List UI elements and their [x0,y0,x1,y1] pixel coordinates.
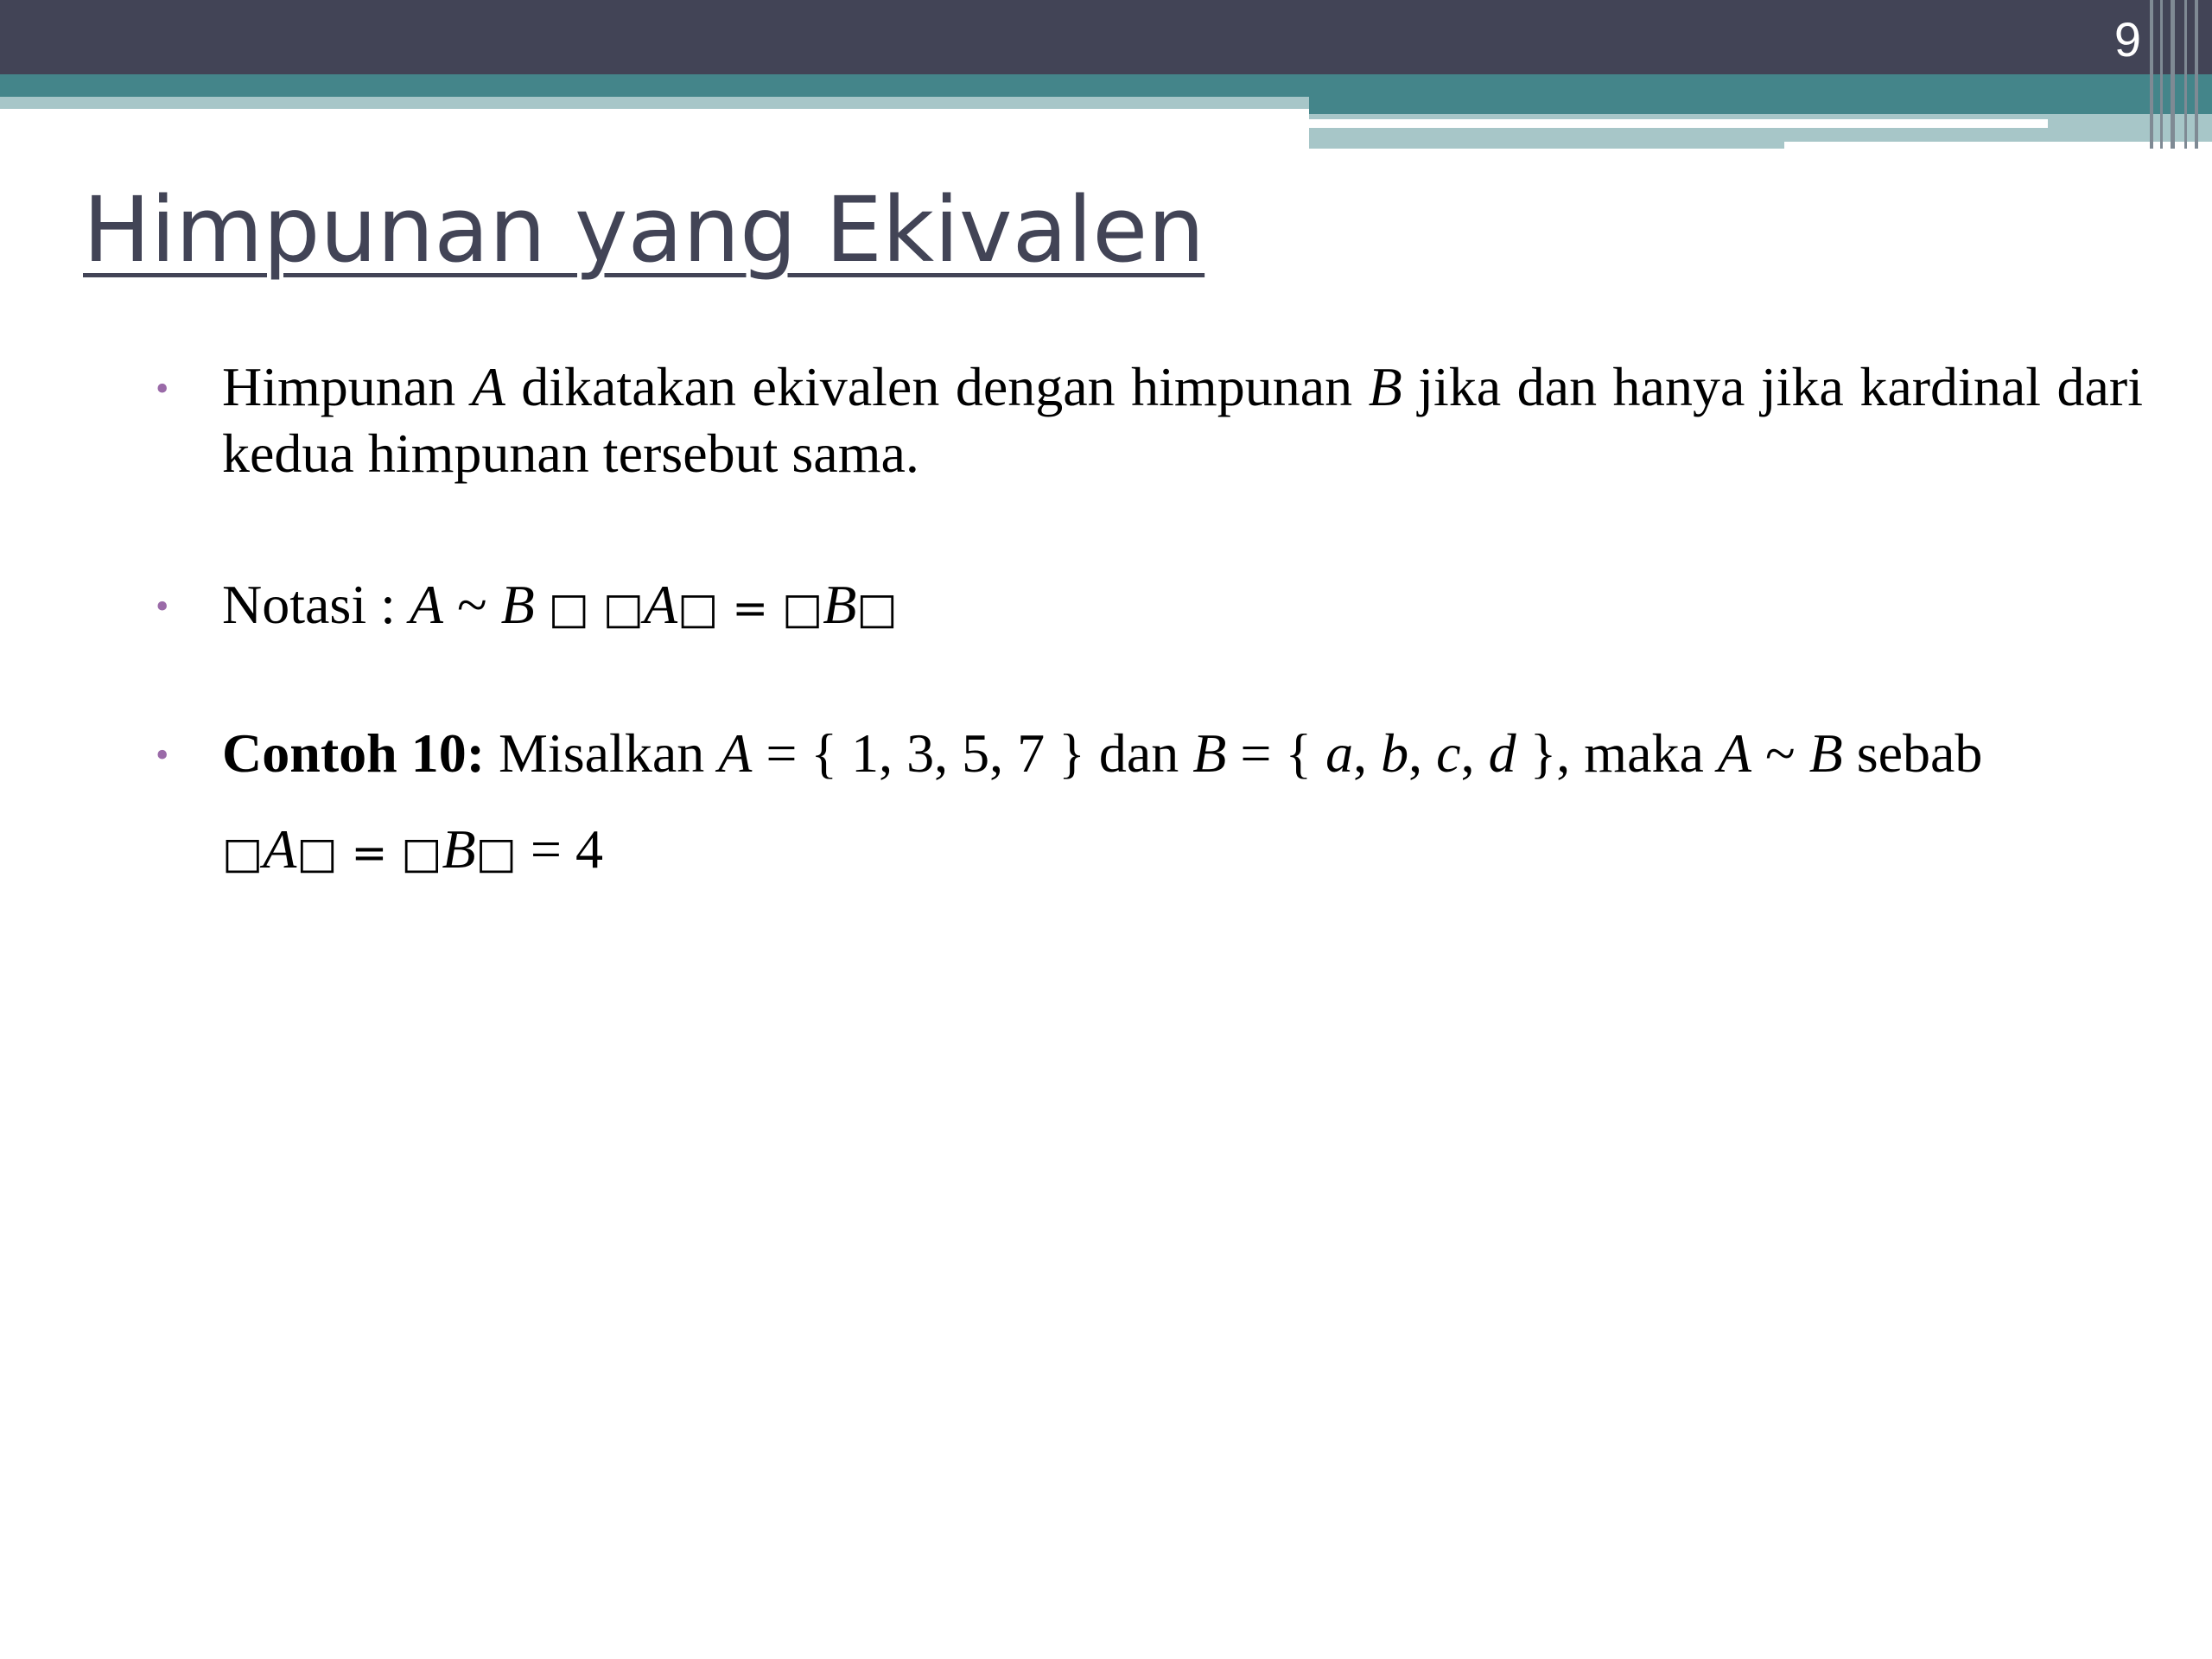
missing-glyph: □ [475,828,517,879]
math-variable: A [471,356,505,417]
set-element: a [1325,722,1354,785]
header-stripe [2195,0,2198,149]
slide-number: 9 [2113,12,2141,67]
header-stripe [2160,0,2163,149]
set-element: c [1436,722,1461,785]
missing-glyph: □ [856,582,898,633]
bullet-example [156,721,2143,883]
bullet-text: dikatakan ekivalen dengan himpunan [505,356,1369,417]
math-variable: B [1808,722,1843,785]
bullet-dot: • [156,734,169,777]
header-stripe [2184,0,2187,149]
example-label: Contoh 10: [222,722,486,785]
separator: , [1353,722,1382,785]
math-variable: B [823,573,857,635]
header-light-bar-left [0,97,1309,109]
math-variable: B [442,818,476,880]
bullet-notation [156,572,2143,639]
bullet-dot: • [156,584,169,627]
missing-glyph: □ [222,828,264,879]
header-bar [0,0,2212,74]
header-divider-line-2 [1784,142,2212,149]
cardinality-equation [222,817,2143,883]
bullet-text: sebab [1842,722,1983,785]
bullet-list [156,354,2143,883]
notation-label: Notasi : [222,573,410,635]
set-definition: = { 1, 3, 5, 7 } dan [752,722,1193,785]
header-stripe [2150,0,2153,149]
missing-glyph: □ = □ [677,582,823,633]
header-divider-line [1309,119,2048,128]
separator: , [1460,722,1489,785]
missing-glyph: □ □ [534,582,644,633]
bullet-text: Misalkan [485,722,719,785]
set-element: b [1381,722,1409,785]
math-variable: B [500,573,535,635]
set-definition: = { [1226,722,1326,785]
math-operator: ~ [1751,722,1809,785]
math-variable: B [1192,722,1227,785]
math-variable: A [409,573,443,635]
math-variable: A [1717,722,1751,785]
slide-title: Himpunan yang Ekivalen [83,177,1205,283]
math-variable: A [718,722,753,785]
missing-glyph: □ = □ [296,828,442,879]
bullet-definition [156,354,2143,487]
bullet-text: jika dan hanya jika kardinal dari kedua himpunan tersebut sama. [222,356,2144,484]
math-variable: B [1368,356,1402,417]
set-definition: }, maka [1516,722,1718,785]
math-variable: A [263,818,297,880]
bullet-text: Himpunan [222,356,472,417]
math-variable: A [643,573,678,635]
set-element: d [1488,722,1516,785]
header-stripe [2171,0,2175,149]
bullet-dot: • [156,367,169,410]
separator: , [1408,722,1437,785]
cardinality-value: = 4 [516,818,603,880]
header-accent-bar-right [1309,97,2212,114]
header-accent-bar [0,74,2212,97]
math-operator: ~ [442,573,501,635]
